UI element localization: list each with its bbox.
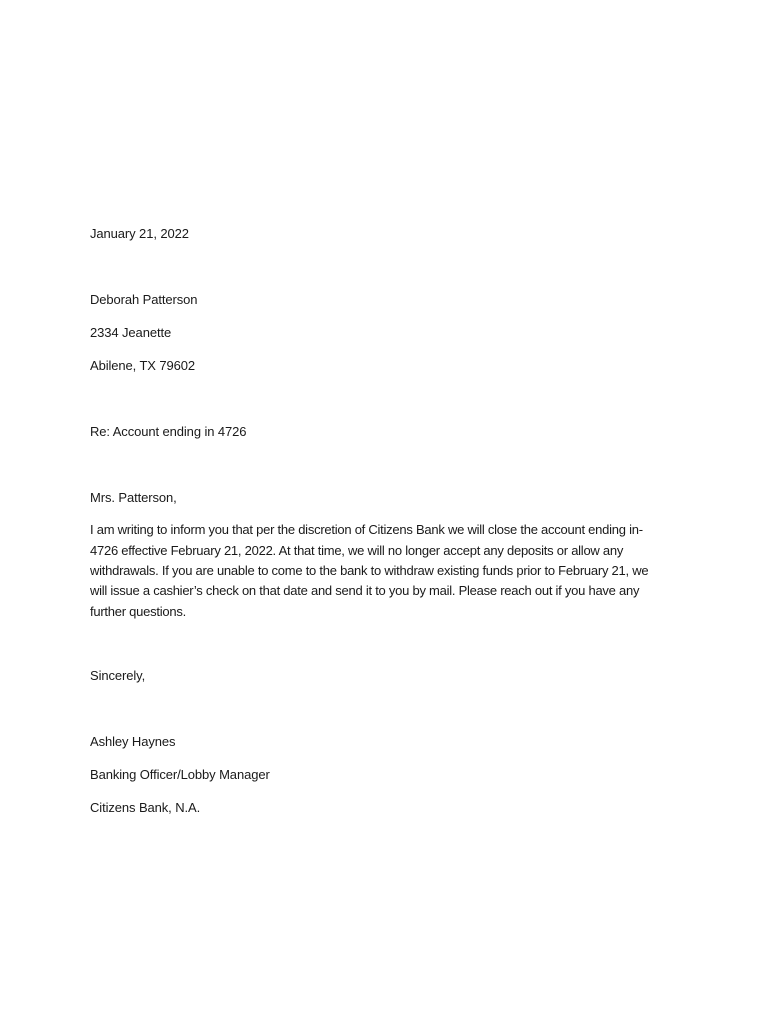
subject-line: Re: Account ending in 4726 [90, 424, 247, 439]
sender-name: Ashley Haynes [90, 734, 176, 749]
sender-organization: Citizens Bank, N.A. [90, 800, 201, 815]
body-line: withdrawals. If you are unable to come to the bank to withdraw existing funds prior to February 21, we [90, 563, 649, 578]
body-line: will issue a cashier’s check on that date and send it to you by mail. Please reach out if you have any [90, 583, 640, 598]
body-line: further questions. [90, 604, 186, 619]
recipient-city-state-zip: Abilene, TX 79602 [90, 358, 196, 373]
closing: Sincerely, [90, 668, 146, 683]
sender-title: Banking Officer/Lobby Manager [90, 767, 270, 782]
recipient-name: Deborah Patterson [90, 292, 198, 307]
letter-date: January 21, 2022 [90, 226, 189, 241]
recipient-street: 2334 Jeanette [90, 325, 172, 340]
body-line: I am writing to inform you that per the discretion of Citizens Bank we will close the account ending in- [90, 522, 643, 537]
salutation: Mrs. Patterson, [90, 490, 177, 505]
body-line: 4726 effective February 21, 2022. At that time, we will no longer accept any deposits or allow any [90, 543, 624, 558]
